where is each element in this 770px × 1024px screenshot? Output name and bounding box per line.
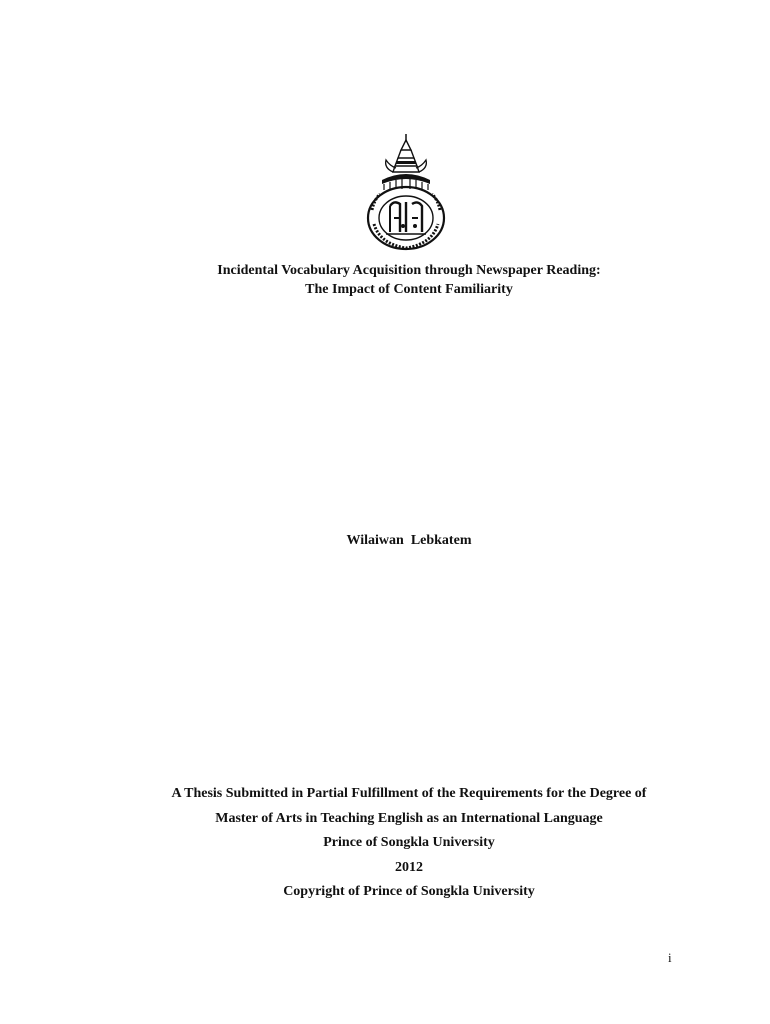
degree-statement: [0, 782, 770, 905]
page-number: i: [668, 950, 672, 965]
thesis-title: [0, 261, 770, 299]
statement-line-submission: A Thesis Submitted in Partial Fulfillment of the Requirements for the Degree of: [171, 786, 647, 801]
thesis-title-line-1: Incidental Vocabulary Acquisition through Newspaper Reading:: [217, 263, 601, 278]
statement-line-copyright: Copyright of Prince of Songkla University: [283, 884, 535, 899]
statement-line-program: Master of Arts in Teaching English as an International Language: [215, 810, 603, 826]
author-name-text: Wilaiwan Lebkatem: [346, 533, 472, 548]
thesis-subtitle: The Impact of Content Familiarity: [305, 282, 513, 297]
university-seal-icon: [360, 132, 452, 252]
author-name: [0, 533, 770, 549]
statement-line-university: Prince of Songkla University: [323, 835, 495, 850]
statement-line-year: 2012: [395, 859, 423, 875]
